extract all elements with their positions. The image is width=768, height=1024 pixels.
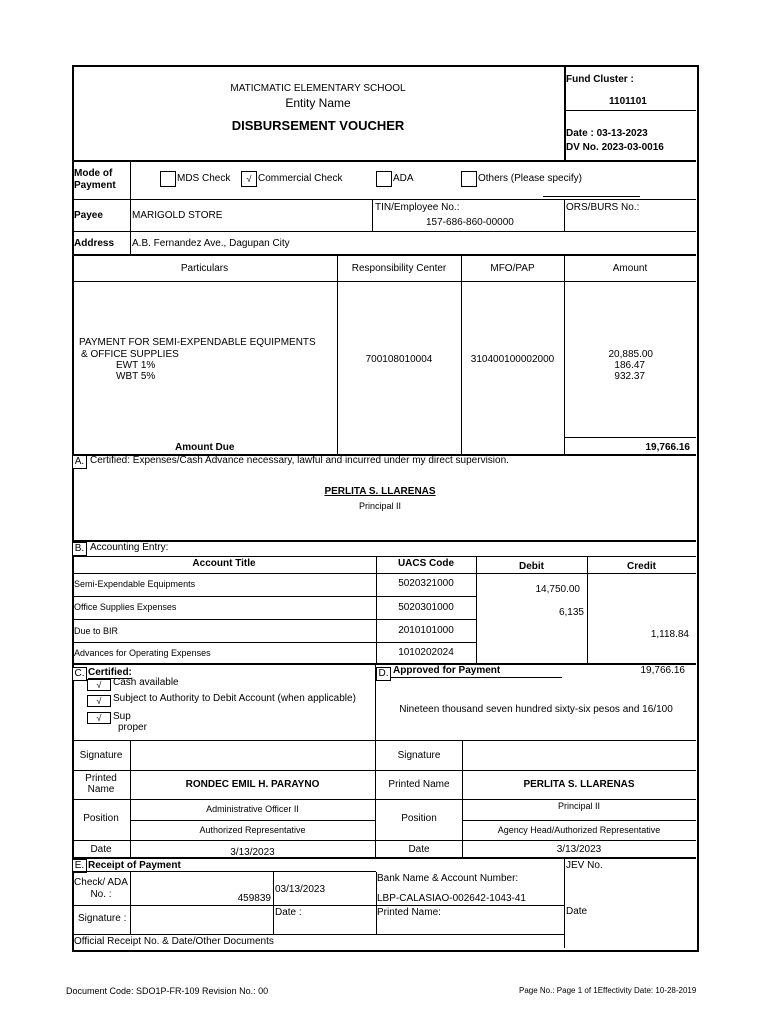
responsibility-center-value: 700108010004 — [365, 354, 433, 365]
header-mfo-pap: MFO/PAP — [490, 263, 535, 274]
row-divider — [72, 934, 564, 935]
approved-amount: 19,766.16 — [640, 665, 685, 676]
payee-label: Payee — [74, 210, 103, 221]
payee-value: MARIGOLD STORE — [132, 210, 223, 221]
amount-due-label: Amount Due — [175, 442, 235, 453]
d-position-sub: Agency Head/Authorized Representative — [497, 825, 661, 835]
account-title: Advances for Operating Expenses — [74, 648, 211, 658]
c-position-value: Administrative Officer II — [206, 804, 299, 814]
check-date-value: 03/13/2023 — [275, 884, 326, 895]
bank-account-value: LBP-CALASIAO-002642-1043-41 — [377, 893, 526, 904]
c-position-label: Position — [83, 813, 119, 824]
document-code: Document Code: SDO1P-FR-109 Revision No.: 00 — [66, 986, 269, 996]
account-title: Due to BIR — [74, 626, 119, 636]
school-name: MATICMATIC ELEMENTARY SCHOOL — [230, 83, 406, 94]
col-divider — [587, 556, 588, 664]
e-signature-label: Signature : — [78, 913, 127, 924]
supporting-docs-checkbox[interactable]: √ — [87, 712, 111, 724]
header-particulars: Particulars — [180, 263, 229, 274]
section-c-letter: C. — [72, 667, 87, 681]
section-a-name: PERLITA S. LLARENAS — [324, 486, 436, 497]
amount-in-words: Nineteen thousand seven hundred sixty-six pesos and 16/100 — [399, 704, 673, 715]
row-divider — [72, 199, 696, 200]
row-divider — [72, 160, 696, 162]
fund-cluster-label: Fund Cluster : — [566, 74, 634, 85]
d-position-value: Principal II — [557, 801, 601, 811]
header-divider — [564, 110, 696, 111]
others-checkbox[interactable] — [461, 171, 477, 187]
c-date-value: 3/13/2023 — [230, 847, 275, 858]
check-ada-value: 459839 — [237, 893, 271, 904]
particulars-line: & OFFICE SUPPLIES — [81, 349, 179, 360]
row-divider — [462, 820, 696, 821]
debit-account-checkbox[interactable]: √ — [87, 695, 111, 707]
particulars-line: PAYMENT FOR SEMI-EXPENDABLE EQUIPMENTS — [79, 337, 316, 348]
uacs-code: 1010202024 — [398, 647, 454, 658]
payee-divider — [564, 199, 565, 232]
others-specify-line — [543, 196, 640, 197]
header-credit: Credit — [627, 561, 656, 572]
page-info: Page No.: Page 1 of 1Effectivity Date: 10-28-2019 — [519, 986, 697, 995]
official-receipt-label: Official Receipt No. & Date/Other Documents — [74, 936, 274, 947]
section-a-letter: A. — [72, 455, 87, 469]
date-label: Date : — [566, 128, 594, 139]
others-label: Others (Please specify) — [478, 173, 582, 184]
amount-value: 932.37 — [614, 371, 645, 382]
c-position-sub: Authorized Representative — [199, 825, 306, 835]
c-date-label: Date — [90, 844, 112, 855]
cd-divider — [375, 664, 376, 858]
tin-value: 157-686-860-00000 — [426, 217, 514, 228]
ors-burs-label: ORS/BURS No.: — [566, 202, 640, 213]
section-b-letter: B. — [72, 542, 87, 556]
label-divider — [130, 161, 131, 255]
debit-value: 6,135 — [558, 607, 584, 618]
d-position-label: Position — [401, 813, 437, 824]
section-c-title: Certified: — [88, 667, 132, 678]
row-divider — [72, 905, 564, 906]
e-date-label: Date : — [275, 907, 302, 918]
c-printed-name-value: RONDEC EMIL H. PARAYNO — [185, 779, 320, 790]
row-divider — [72, 254, 696, 256]
row-divider — [72, 556, 696, 557]
entity-name-label: Entity Name — [285, 96, 351, 110]
mds-check-checkbox[interactable] — [160, 171, 176, 187]
particulars-line: EWT 1% — [116, 360, 156, 371]
credit-value: 1,118.84 — [650, 629, 689, 640]
d-signature-label: Signature — [397, 750, 441, 761]
supporting-docs-proper: proper — [118, 722, 147, 733]
check-ada-label: Check/ ADA No. : — [74, 877, 128, 900]
header-account-title: Account Title — [192, 558, 256, 569]
section-d-letter: D. — [376, 667, 391, 681]
amount-value: 20,885.00 — [608, 349, 653, 360]
dv-value: 2023-03-0016 — [601, 142, 664, 153]
account-title: Semi-Expendable Equipments — [74, 579, 196, 589]
commercial-check-checkbox[interactable]: √ — [241, 171, 257, 187]
header-uacs-code: UACS Code — [397, 558, 455, 569]
row-divider — [72, 573, 696, 574]
particulars-line: WBT 5% — [116, 371, 156, 382]
row-divider — [72, 871, 376, 872]
section-b-title: Accounting Entry: — [90, 542, 169, 553]
supporting-docs-label: Sup — [113, 711, 131, 722]
uacs-code: 2010101000 — [398, 625, 454, 636]
debit-value: 14,750.00 — [535, 584, 580, 595]
row-divider — [72, 231, 696, 232]
d-date-label: Date — [408, 844, 430, 855]
header-responsibility-center: Responsibility Center — [351, 263, 447, 274]
address-value: A.B. Fernandez Ave., Dagupan City — [132, 238, 290, 249]
row-divider — [72, 281, 696, 282]
ada-checkbox[interactable] — [376, 171, 392, 187]
row-divider — [72, 642, 476, 643]
section-a-position: Principal II — [358, 501, 402, 511]
col-divider — [273, 872, 274, 934]
fund-cluster-value: 1101101 — [609, 96, 647, 107]
ada-label: ADA — [393, 173, 414, 184]
col-divider — [130, 741, 131, 858]
header-amount: Amount — [612, 263, 648, 274]
row-divider — [72, 857, 696, 859]
section-d-title: Approved for Payment — [393, 665, 501, 676]
cash-available-checkbox[interactable]: √ — [87, 679, 111, 691]
account-title: Office Supplies Expenses — [74, 602, 177, 612]
row-divider — [72, 740, 696, 741]
row-divider — [72, 770, 696, 771]
section-e-title: Receipt of Payment — [88, 860, 181, 871]
d-printed-name-label: Printed Name — [388, 779, 450, 790]
c-printed-name-label: Printed Name — [85, 773, 117, 795]
cash-available-label: Cash available — [113, 677, 179, 688]
col-divider — [564, 858, 565, 948]
payee-divider — [372, 199, 373, 232]
header-debit: Debit — [519, 561, 544, 572]
row-divider — [72, 799, 696, 800]
commercial-check-label: Commercial Check — [258, 173, 343, 184]
section-e-letter: E. — [72, 859, 87, 873]
row-divider — [390, 677, 562, 678]
mfo-pap-value: 310400100002000 — [470, 354, 555, 365]
address-label: Address — [74, 238, 115, 249]
mds-check-label: MDS Check — [177, 173, 231, 184]
row-divider — [564, 437, 696, 438]
amount-value: 186.47 — [614, 360, 645, 371]
d-date-value: 3/13/2023 — [556, 844, 602, 855]
c-signature-label: Signature — [79, 750, 123, 761]
e-date-label-2: Date — [566, 906, 588, 917]
uacs-code: 5020321000 — [398, 578, 454, 589]
e-printed-name-label: Printed Name: — [377, 907, 441, 918]
jev-label: JEV No. — [566, 860, 603, 871]
col-divider — [462, 741, 463, 858]
debit-account-label: Subject to Authority to Debit Account (when applicable) — [113, 693, 356, 704]
row-divider — [72, 596, 476, 597]
row-divider — [72, 619, 476, 620]
row-divider — [72, 840, 696, 841]
uacs-code: 5020301000 — [398, 602, 454, 613]
mode-of-payment-label: Mode of Payment — [74, 168, 116, 191]
section-a-certification: Certified: Expenses/Cash Advance necessary, lawful and incurred under my direct supervision. — [90, 455, 509, 466]
d-printed-name-value: PERLITA S. LLARENAS — [523, 779, 635, 790]
row-divider — [130, 820, 375, 821]
page-title: DISBURSEMENT VOUCHER — [231, 118, 405, 133]
amount-due-value: 19,766.16 — [645, 442, 690, 453]
date-value: 03-13-2023 — [596, 128, 648, 139]
dv-label: DV No. — [566, 142, 599, 153]
bank-name-label: Bank Name & Account Number: — [377, 873, 519, 884]
tin-label: TIN/Employee No.: — [375, 202, 460, 213]
